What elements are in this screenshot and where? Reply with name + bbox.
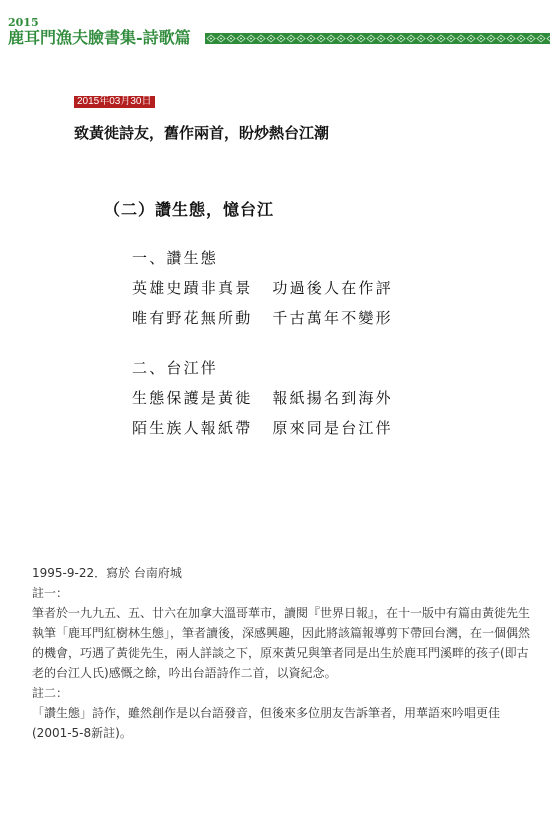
- poem-line-second-half: 原來同是台江伴: [272, 419, 393, 437]
- note2-text: 「讚生態」詩作，雖然創作是以台語發音，但後來多位朋友告訴筆者，用華語來吟唱更佳(2001-5-8新註)。: [32, 706, 501, 740]
- post-date-badge: 2015年03月30日: [74, 96, 155, 108]
- poem-line-first-half: 生態保護是黃徙: [132, 389, 253, 407]
- note1-text: 筆者於一九九五、五、廿六在加拿大溫哥華市，讀閱『世界日報』，在十一版中有篇由黃徙先生執筆「鹿耳門紅樹林生態」，筆者讀後，深感興趣，因此將該篇報導剪下帶回台灣，在一個偶然的機會，巧遇了黃徙先生，兩人詳談之下，原來黃兄與筆者同是出生於鹿耳門溪畔的孩子(即古老的台江人氏)感慨之餘，吟出台語詩作二首，以資紀念。: [32, 606, 531, 680]
- note1-label: 註一：: [32, 586, 69, 600]
- notes-dateline: 1995-9-22．寫於 台南府城: [32, 566, 182, 580]
- post-title: 致黃徙詩友，舊作兩首，盼炒熱台江潮: [74, 124, 330, 142]
- poem-line: [132, 278, 393, 298]
- poem-line: [132, 418, 393, 438]
- header-year: 2015: [8, 16, 39, 29]
- poem-body: [132, 248, 393, 438]
- notes-section: [32, 563, 532, 743]
- poem-line-first-half: 陌生族人報紙帶: [132, 419, 253, 437]
- note2-label: 註二：: [32, 686, 69, 700]
- poem-title: （二）讚生態，憶台江: [104, 200, 275, 219]
- poem-line-second-half: 千古萬年不變形: [272, 309, 393, 327]
- poem-line: [132, 308, 393, 328]
- page-header: [0, 0, 550, 56]
- poem-section-heading: 一、讚生態: [132, 249, 219, 267]
- header-title: 鹿耳門漁夫臉書集-詩歌篇: [8, 28, 191, 47]
- poem-line: [132, 388, 393, 408]
- poem-section-heading: 二、台江伴: [132, 359, 219, 377]
- poem-line-second-half: 功過後人在作評: [272, 279, 393, 297]
- poem-line-first-half: 唯有野花無所動: [132, 309, 253, 327]
- poem-line-first-half: 英雄史蹟非真景: [132, 279, 253, 297]
- poem-line-second-half: 報紙揚名到海外: [272, 389, 393, 407]
- header-decorative-band: [205, 33, 550, 44]
